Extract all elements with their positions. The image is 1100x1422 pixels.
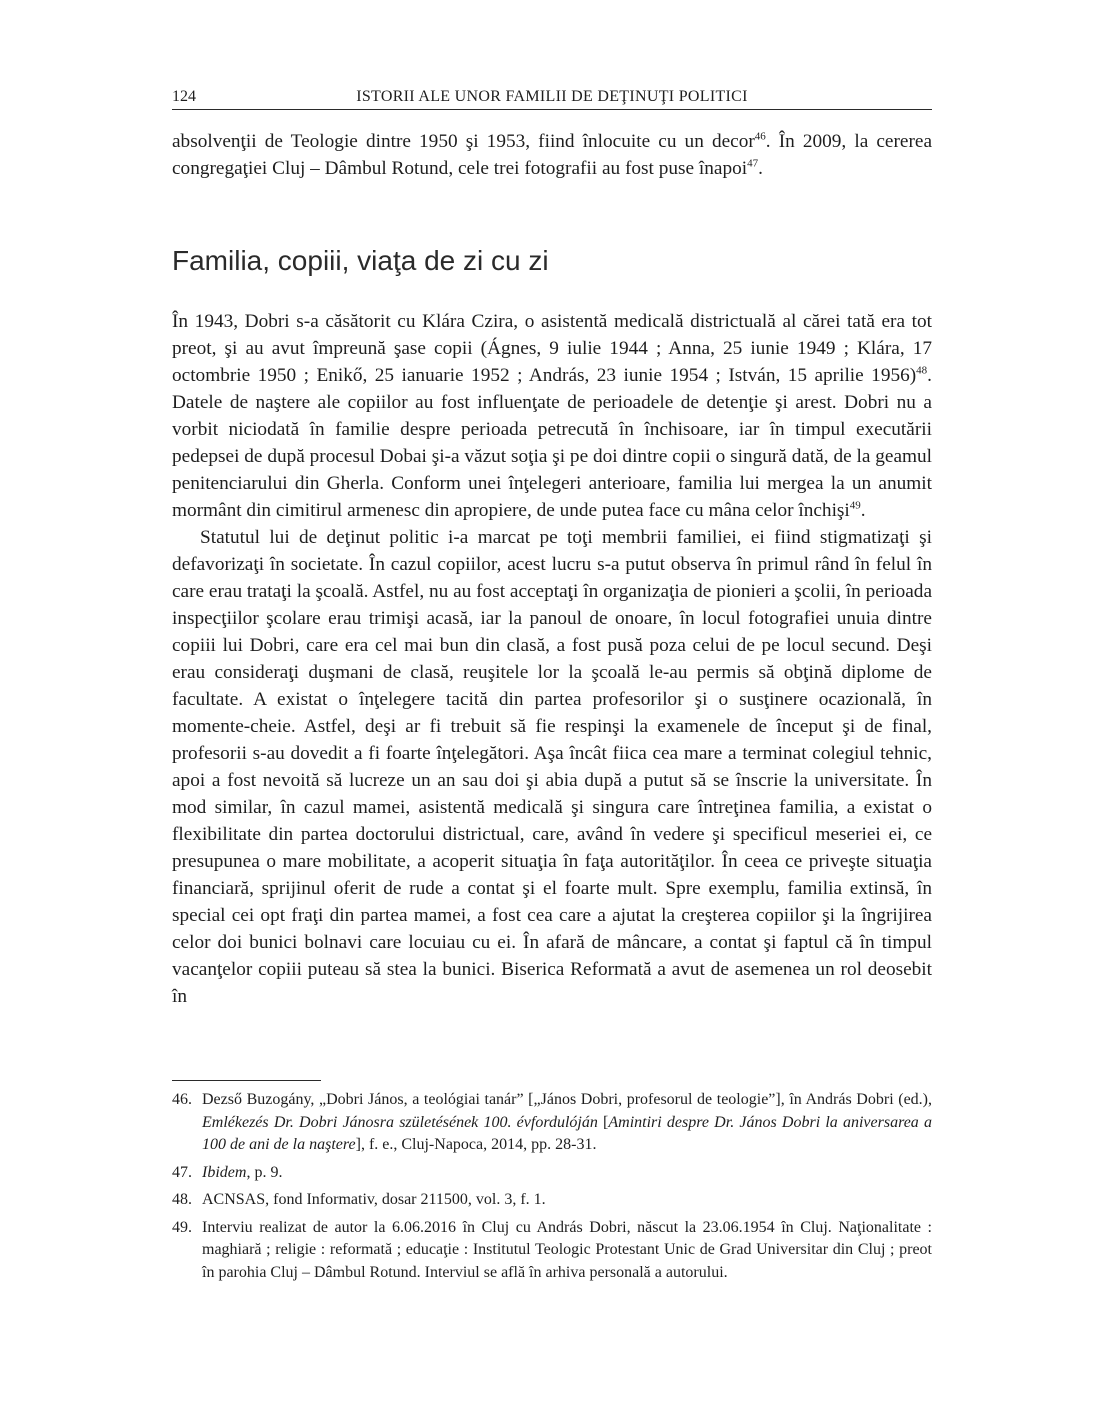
- footnote-49: [172, 1217, 932, 1285]
- footnote-rule: [172, 1080, 321, 1081]
- intro-text: absolvenţii de Teologie dintre 1950 şi 1953, fiind înlocuite cu un decor: [172, 131, 755, 152]
- footnote-ref-48[interactable]: 48: [916, 364, 928, 377]
- paragraph-1: [172, 308, 932, 524]
- footnote-text-part: ], f. e., Cluj-Napoca, 2014, pp. 28-31.: [355, 1136, 597, 1153]
- footnote-number: 47.: [172, 1163, 192, 1181]
- paragraph-2: Statutul lui de deţinut politic i-a marcat pe toţi membrii familiei, ei fiind stigmatizaţi şi defavorizaţi în societate. În cazul copiilor, acest lucru s-a putut observa în primul rând în felul în care erau trataţi la şcoală. Astfel, nu au fost acceptaţi în organizaţia de pionieri a şcolii, în perioada inspecţiilor şcolare erau trimişi acasă, iar la panoul de onoare, în locul fotografiei unuia dintre copiii lui Dobri, care era cel mai bun din clasă, a fost pusă poza celui de pe locul secund. Deşi erau consideraţi duşmani de clasă, reuşitele lor la şcoală le-au permis să obţină diplome de facultate. A existat o înţelegere tacită din partea profesorilor şi o susţinere ocazională, în momente-cheie. Astfel, deşi ar fi trebuit să fie respinşi la examenele de început şi de final, profesorii s-au dovedit a fi foarte înţelegători. Aşa încât fiica cea mare a terminat colegiul tehnic, apoi a fost nevoită să lucreze un an sau doi şi abia după a putut să se înscrie la universitate. În mod similar, în cazul mamei, asistentă medicală şi singura care întreţinea familia, a existat o flexibilitate din partea doctorului districtual, care, având în vedere şi specificul meseriei ei, ce presupunea o mare mobilitate, a acoperit situaţia în faţa autorităţilor. În ceea ce priveşte situaţia financiară, sprijinul oferit de rude a contat şi el foarte mult. Spre exemplu, familia extinsă, în special cei opt fraţi din partea mamei, a fost cea care a ajutat la creşterea copiilor şi la îngrijirea celor doi bunici bolnavi care locuiau cu ei. În afară de mâncare, a contat şi faptul că în timpul vacanţelor copiii puteau să stea la bunici. Biserica Reformată a avut de asemenea un rol deosebit în: [172, 527, 932, 1007]
- footnote-ref-47[interactable]: 47: [747, 157, 759, 170]
- footnote-text: [202, 1162, 932, 1185]
- main-text: [172, 308, 932, 1010]
- footnote-number: 48.: [172, 1191, 192, 1208]
- footnote-number: 46.: [172, 1091, 192, 1108]
- footnote-italic-title: Ibidem: [202, 1163, 247, 1181]
- footnote-text-part: Dezső Buzogány, „Dobri János, a teológiai tanár” [„János Dobri, profesorul de teologie”], în András Dobri (ed.),: [202, 1091, 932, 1108]
- intro-text-3: .: [758, 158, 763, 179]
- footnote-ref-49[interactable]: 49: [849, 499, 861, 512]
- footnotes: [172, 1089, 932, 1289]
- footnote-text-part: [: [597, 1113, 609, 1131]
- running-header: [172, 88, 932, 110]
- footnote-number: 49.: [172, 1218, 192, 1236]
- footnote-italic-title: Amintiri despre Dr. János Dobri la aniversarea a 100 de ani de la naştere: [202, 1113, 933, 1153]
- footnote-46: [172, 1089, 932, 1157]
- header-rule: [172, 109, 932, 110]
- paragraph-1-text: În 1943, Dobri s-a căsătorit cu Klára Czira, o asistentă medicală districtuală al cărei tată era tot preot, şi au avut împreună şase copii (Ágnes, 9 iulie 1944 ; Anna, 25 iunie 1949 ; Klára, 17 octombrie 1950 ; Enikő, 25 ianuarie 1952 ; András, 23 iunie 1954 ; István, 15 aprilie 1956): [172, 311, 932, 386]
- section-heading: Familia, copiii, viaţa de zi cu zi: [172, 245, 549, 276]
- footnote-text: ACNSAS, fond Informativ, dosar 211500, vol. 3, f. 1.: [202, 1191, 546, 1208]
- paragraph-1-text-2: . Datele de naştere ale copiilor au fost influenţate de perioadele de detenţie şi arest. Dobri nu a vorbit niciodată în familie despre perioada petrecută în închisoare, iar în timpul executării pedepsei de după procesul Dobai şi-a văzut soţia şi pe doi dintre copii o singură dată, de la geamul penitenciarului din Gherla. Conform unei înţelegeri anterioare, familia lui mergea la un anumit mormânt din cimitirul armenesc din apropiere, de unde putea face cu mâna celor închişi: [172, 365, 932, 521]
- footnote-italic-title: Emlékezés Dr. Dobri Jánosra születésének 100. évfordulóján: [202, 1113, 598, 1131]
- footnote-text: Interviu realizat de autor la 6.06.2016 în Cluj cu András Dobri, născut la 23.06.1954 în Cluj. Naţionalitate : maghiară ; religie : reformată ; educaţie : Institutul Teologic Protestant Unic de Grad Universitar din Cluj ; preot în parohia Cluj – Dâmbul Rotund. Interviul se află în arhiva personală a autorului.: [202, 1218, 932, 1281]
- paragraph-1-text-3: .: [860, 500, 866, 521]
- footnote-text: [202, 1089, 932, 1157]
- intro-text-2: . În 2009, la cererea congregaţiei Cluj – Dâmbul Rotund, cele trei fotografii au fost puse înapoi: [172, 131, 932, 179]
- footnote-48: [172, 1189, 932, 1212]
- footnote-ref-46[interactable]: 46: [754, 130, 766, 143]
- page-number: 124: [172, 88, 196, 105]
- footnote-text-part: , p. 9.: [246, 1163, 283, 1181]
- intro-paragraph: [172, 128, 932, 182]
- footnote-47: [172, 1162, 932, 1185]
- running-title: ISTORII ALE UNOR FAMILII DE DEŢINUŢI POLITICI: [356, 88, 748, 105]
